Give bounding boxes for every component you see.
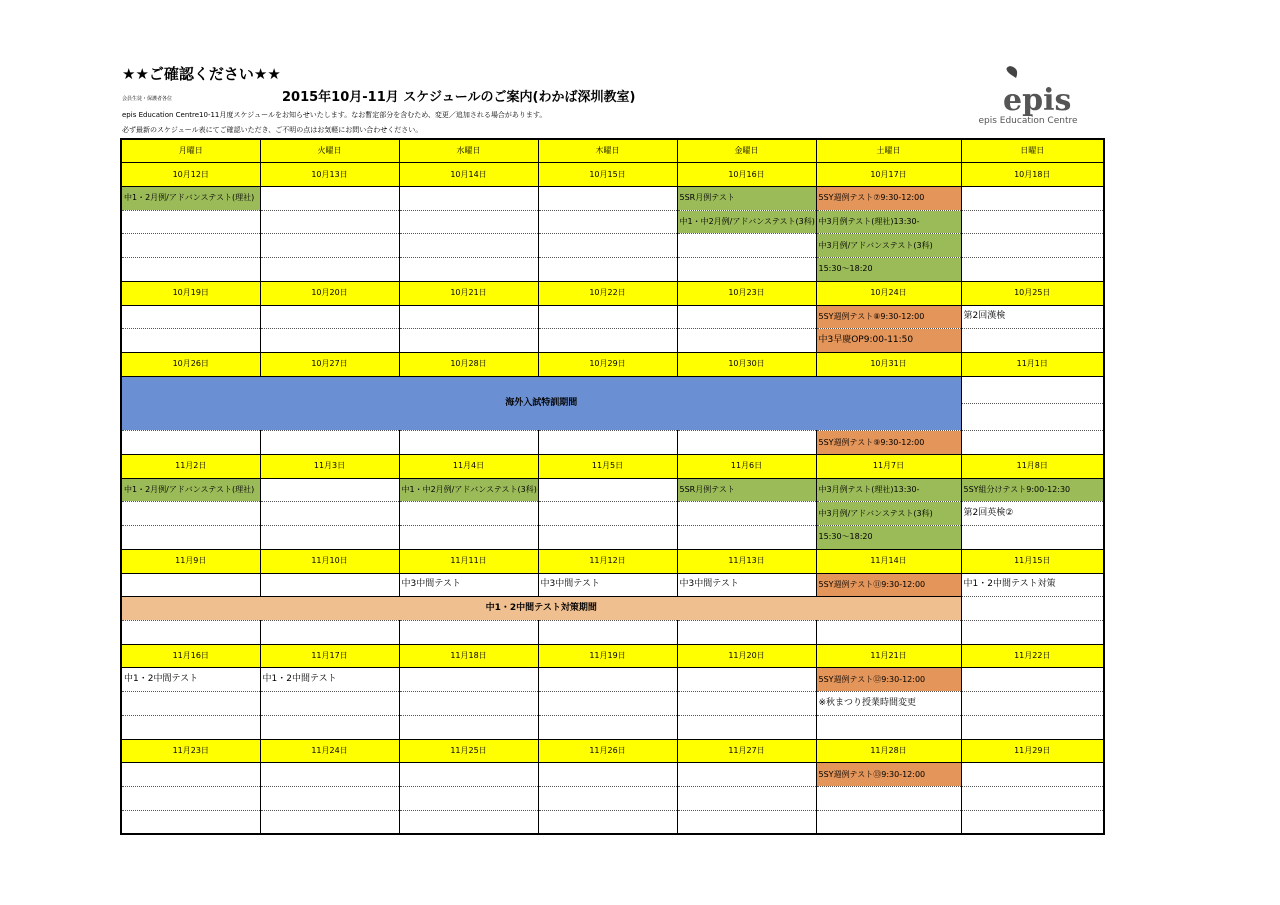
- event-cell: [260, 526, 399, 550]
- event-cell: [399, 763, 538, 787]
- date-cell: 11月17日: [260, 644, 399, 668]
- date-cell: 11月3日: [260, 454, 399, 478]
- event-cell: [677, 258, 816, 282]
- event-cell: [538, 234, 677, 258]
- date-cell: 11月23日: [121, 739, 260, 763]
- event-row: [121, 478, 1104, 502]
- event-cell: [121, 810, 260, 834]
- event-row: [121, 787, 1104, 811]
- event-cell: [961, 692, 1104, 716]
- event-cell: 5SY組分けテスト9:00-12:30: [961, 478, 1104, 502]
- event-cell: [399, 668, 538, 692]
- date-row: [121, 644, 1104, 668]
- event-cell: [961, 810, 1104, 834]
- event-cell: [260, 787, 399, 811]
- date-cell: 10月15日: [538, 163, 677, 187]
- event-cell: [677, 431, 816, 455]
- date-cell: 11月28日: [816, 739, 961, 763]
- date-cell: 10月23日: [677, 281, 816, 305]
- event-cell: [677, 668, 816, 692]
- event-cell: [961, 763, 1104, 787]
- date-cell: 11月22日: [961, 644, 1104, 668]
- event-cell: [399, 502, 538, 526]
- weekday-header: 水曜日: [399, 139, 538, 163]
- logo-text: epis Education Centre: [978, 116, 1078, 126]
- event-cell: 中1・中2月例/アドバンステスト(3科): [399, 478, 538, 502]
- event-cell: [677, 810, 816, 834]
- date-cell: 10月18日: [961, 163, 1104, 187]
- event-cell: 中3月例テスト(理社)13:30-: [816, 210, 961, 234]
- event-cell: 15:30～18:20: [816, 526, 961, 550]
- event-cell: [961, 526, 1104, 550]
- event-cell: 第2回英検②: [961, 502, 1104, 526]
- event-cell: ※秋まつり授業時間変更: [816, 692, 961, 716]
- event-cell: [260, 258, 399, 282]
- event-row: [121, 258, 1104, 282]
- addressee: 会員生徒・保護者各位: [122, 96, 173, 102]
- event-row: [121, 715, 1104, 739]
- date-cell: 10月13日: [260, 163, 399, 187]
- event-cell: [399, 234, 538, 258]
- date-cell: 10月16日: [677, 163, 816, 187]
- event-cell: 中3中間テスト: [538, 573, 677, 597]
- date-row: [121, 454, 1104, 478]
- date-cell: 10月14日: [399, 163, 538, 187]
- event-cell: [121, 234, 260, 258]
- intro-line-1: epis Education Centre10-11月度スケジュールをお知らせいたします。なお暫定部分を含むため、変更／追加される場合があります。: [122, 111, 547, 119]
- event-cell: [538, 668, 677, 692]
- event-row: [121, 668, 1104, 692]
- date-cell: 11月27日: [677, 739, 816, 763]
- event-cell: [677, 329, 816, 353]
- special-period-band: 海外入試特訓期間: [121, 376, 961, 431]
- date-cell: 10月28日: [399, 352, 538, 376]
- event-row: [121, 376, 1104, 403]
- event-cell: [260, 234, 399, 258]
- date-cell: 11月24日: [260, 739, 399, 763]
- event-cell: [961, 376, 1104, 403]
- event-cell: 第2回漢検: [961, 305, 1104, 329]
- event-cell: 中3中間テスト: [399, 573, 538, 597]
- event-cell: [121, 573, 260, 597]
- event-cell: [538, 478, 677, 502]
- event-cell: [399, 810, 538, 834]
- date-cell: 11月15日: [961, 549, 1104, 573]
- test-prep-period-band: 中1・2中間テスト対策期間: [121, 597, 961, 621]
- date-cell: 11月11日: [399, 549, 538, 573]
- event-cell: [961, 668, 1104, 692]
- event-cell: [961, 431, 1104, 455]
- event-cell: [121, 692, 260, 716]
- weekday-header: 日曜日: [961, 139, 1104, 163]
- event-cell: 5SY週例テスト⑪9:30-12:00: [816, 573, 961, 597]
- date-row: [121, 281, 1104, 305]
- intro-line-2: 必ず最新のスケジュール表にてご確認いただき、ご不明の点はお気軽にお問い合わせください。: [122, 126, 423, 134]
- event-cell: 中3月例/アドバンステスト(3科): [816, 502, 961, 526]
- date-cell: 11月13日: [677, 549, 816, 573]
- event-cell: [538, 258, 677, 282]
- date-cell: 10月31日: [816, 352, 961, 376]
- event-cell: [121, 258, 260, 282]
- logo-mark: epis: [1003, 83, 1072, 116]
- event-cell: [399, 210, 538, 234]
- epis-logo-icon: [958, 66, 1098, 116]
- date-row: [121, 352, 1104, 376]
- event-cell: [961, 787, 1104, 811]
- event-cell: 中1・2中間テスト: [121, 668, 260, 692]
- date-cell: 10月17日: [816, 163, 961, 187]
- event-cell: [816, 787, 961, 811]
- event-cell: [538, 210, 677, 234]
- event-cell: 中1・2月例/アドバンステスト(理社): [121, 478, 260, 502]
- event-cell: 5SY週例テスト⑧9:30-12:00: [816, 305, 961, 329]
- date-cell: 11月7日: [816, 454, 961, 478]
- date-cell: 11月26日: [538, 739, 677, 763]
- event-row: [121, 329, 1104, 353]
- event-cell: [677, 787, 816, 811]
- event-cell: [538, 620, 677, 644]
- event-cell: [677, 305, 816, 329]
- event-cell: [121, 305, 260, 329]
- date-cell: 11月12日: [538, 549, 677, 573]
- event-row: [121, 620, 1104, 644]
- event-cell: [260, 620, 399, 644]
- event-cell: [399, 431, 538, 455]
- event-cell: [961, 620, 1104, 644]
- weekday-header: 木曜日: [538, 139, 677, 163]
- event-cell: [399, 329, 538, 353]
- date-cell: 11月6日: [677, 454, 816, 478]
- event-cell: [961, 258, 1104, 282]
- event-row: [121, 502, 1104, 526]
- event-cell: [677, 692, 816, 716]
- event-cell: [121, 763, 260, 787]
- event-cell: [121, 502, 260, 526]
- date-cell: 11月8日: [961, 454, 1104, 478]
- date-row: [121, 739, 1104, 763]
- event-row: [121, 234, 1104, 258]
- event-cell: [399, 715, 538, 739]
- event-cell: [816, 715, 961, 739]
- event-row: [121, 573, 1104, 597]
- notice-heading: ★★ご確認ください★★: [122, 65, 281, 83]
- date-cell: 10月27日: [260, 352, 399, 376]
- event-cell: [260, 502, 399, 526]
- event-cell: [121, 329, 260, 353]
- event-cell: [260, 329, 399, 353]
- event-cell: [121, 431, 260, 455]
- event-cell: 中3月例テスト(理社)13:30-: [816, 478, 961, 502]
- event-cell: 15:30～18:20: [816, 258, 961, 282]
- event-cell: [961, 715, 1104, 739]
- event-cell: 5SY週例テスト⑨9:30-12:00: [816, 431, 961, 455]
- date-cell: 10月30日: [677, 352, 816, 376]
- date-cell: 10月26日: [121, 352, 260, 376]
- event-cell: 中1・2月例/アドバンステスト(理社): [121, 186, 260, 210]
- event-cell: [538, 715, 677, 739]
- event-cell: [260, 715, 399, 739]
- event-cell: [260, 305, 399, 329]
- event-cell: [399, 787, 538, 811]
- date-cell: 10月25日: [961, 281, 1104, 305]
- event-cell: [538, 787, 677, 811]
- event-cell: [260, 810, 399, 834]
- epis-logo: [958, 66, 1098, 132]
- event-cell: [121, 787, 260, 811]
- date-cell: 11月2日: [121, 454, 260, 478]
- event-cell: [961, 329, 1104, 353]
- weekday-header: 火曜日: [260, 139, 399, 163]
- page-title: 2015年10月-11月 スケジュールのご案内(わかば深圳教室): [282, 90, 636, 105]
- weekday-header: 土曜日: [816, 139, 961, 163]
- event-row: [121, 763, 1104, 787]
- event-row: [121, 526, 1104, 550]
- date-row: [121, 549, 1104, 573]
- date-cell: 10月19日: [121, 281, 260, 305]
- event-cell: [961, 597, 1104, 621]
- event-row: [121, 431, 1104, 455]
- event-cell: 5SY週例テスト⑫9:30-12:00: [816, 668, 961, 692]
- event-cell: [260, 692, 399, 716]
- event-row: [121, 210, 1104, 234]
- date-cell: 11月19日: [538, 644, 677, 668]
- date-cell: 11月29日: [961, 739, 1104, 763]
- event-cell: [260, 186, 399, 210]
- event-cell: [538, 186, 677, 210]
- event-cell: [260, 210, 399, 234]
- date-cell: 10月29日: [538, 352, 677, 376]
- event-cell: [961, 210, 1104, 234]
- event-cell: [677, 715, 816, 739]
- event-cell: 5SY週例テスト⑬9:30-12:00: [816, 763, 961, 787]
- schedule-table: [120, 138, 1105, 835]
- event-cell: [816, 810, 961, 834]
- event-cell: [121, 715, 260, 739]
- date-cell: 11月16日: [121, 644, 260, 668]
- event-cell: [538, 305, 677, 329]
- event-row: [121, 692, 1104, 716]
- event-cell: [538, 810, 677, 834]
- event-cell: [677, 763, 816, 787]
- event-cell: [816, 620, 961, 644]
- event-cell: 中1・2中間テスト: [260, 668, 399, 692]
- event-cell: [677, 234, 816, 258]
- date-cell: 11月14日: [816, 549, 961, 573]
- event-cell: 中3月例/アドバンステスト(3科): [816, 234, 961, 258]
- event-cell: [399, 305, 538, 329]
- event-cell: [260, 478, 399, 502]
- event-cell: 5SR月例テスト: [677, 478, 816, 502]
- event-cell: [538, 502, 677, 526]
- event-cell: [961, 234, 1104, 258]
- event-row: [121, 810, 1104, 834]
- event-cell: [399, 692, 538, 716]
- event-cell: [260, 763, 399, 787]
- event-cell: [121, 526, 260, 550]
- event-cell: [961, 403, 1104, 430]
- event-cell: 5SY週例テスト⑦9:30-12:00: [816, 186, 961, 210]
- date-cell: 11月20日: [677, 644, 816, 668]
- event-row: [121, 597, 1104, 621]
- event-cell: [538, 526, 677, 550]
- event-cell: [538, 763, 677, 787]
- event-cell: [260, 431, 399, 455]
- event-cell: [538, 692, 677, 716]
- date-cell: 10月22日: [538, 281, 677, 305]
- weekday-header-row: [121, 139, 1104, 163]
- event-cell: 中3早慶OP9:00-11:50: [816, 329, 961, 353]
- event-cell: [677, 526, 816, 550]
- date-cell: 10月21日: [399, 281, 538, 305]
- event-row: [121, 305, 1104, 329]
- event-cell: [538, 431, 677, 455]
- weekday-header: 金曜日: [677, 139, 816, 163]
- date-cell: 11月25日: [399, 739, 538, 763]
- event-cell: [677, 502, 816, 526]
- date-cell: 11月10日: [260, 549, 399, 573]
- event-cell: [399, 258, 538, 282]
- event-cell: [399, 526, 538, 550]
- event-cell: [399, 186, 538, 210]
- event-cell: 中1・中2月例/アドバンステスト(3科): [677, 210, 816, 234]
- event-cell: [121, 210, 260, 234]
- date-cell: 11月4日: [399, 454, 538, 478]
- date-cell: 10月20日: [260, 281, 399, 305]
- event-cell: [538, 329, 677, 353]
- date-cell: 11月18日: [399, 644, 538, 668]
- event-cell: [961, 186, 1104, 210]
- event-cell: 中3中間テスト: [677, 573, 816, 597]
- event-cell: 中1・2中間テスト対策: [961, 573, 1104, 597]
- date-cell: 11月9日: [121, 549, 260, 573]
- date-cell: 10月12日: [121, 163, 260, 187]
- date-cell: 11月5日: [538, 454, 677, 478]
- event-cell: [121, 620, 260, 644]
- date-cell: 10月24日: [816, 281, 961, 305]
- event-cell: [399, 620, 538, 644]
- weekday-header: 月曜日: [121, 139, 260, 163]
- event-cell: 5SR月例テスト: [677, 186, 816, 210]
- event-cell: [260, 573, 399, 597]
- date-cell: 11月21日: [816, 644, 961, 668]
- date-cell: 11月1日: [961, 352, 1104, 376]
- date-row: [121, 163, 1104, 187]
- event-cell: [677, 620, 816, 644]
- event-row: [121, 186, 1104, 210]
